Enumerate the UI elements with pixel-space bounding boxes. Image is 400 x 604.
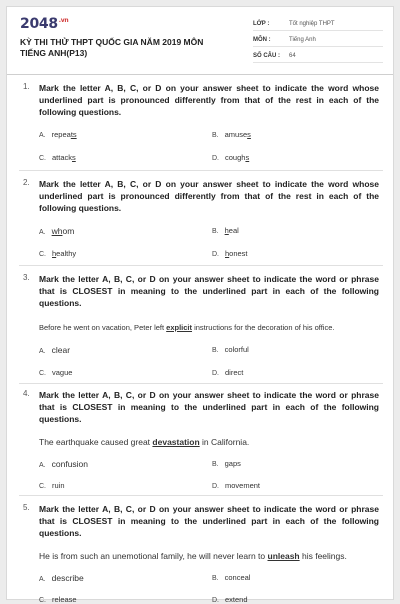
- question-prompt: Mark the letter A, B, C, or D on your answer sheet to indicate the word or phrase that is CLOSEST in meaning to the underlined part in each of the following questions.: [39, 274, 379, 308]
- option-b[interactable]: B. amuses: [212, 130, 251, 139]
- meta-class-value: Tốt nghiệp THPT: [289, 21, 335, 27]
- meta-count-value: 64: [289, 53, 296, 59]
- meta-subject-value: Tiếng Anh: [289, 37, 316, 43]
- exam-header: [7, 7, 393, 75]
- question-number: 3.: [23, 273, 30, 282]
- option-d[interactable]: D. extend: [212, 595, 248, 604]
- option-d[interactable]: D. honest: [212, 249, 248, 258]
- divider: [19, 170, 383, 171]
- option-d[interactable]: D. movement: [212, 481, 261, 490]
- site-logo[interactable]: [20, 16, 68, 32]
- question-sentence: The earthquake caused great devastation in California.: [39, 437, 250, 447]
- question-prompt: Mark the letter A, B, C, or D on your answer sheet to indicate the word whose underlined part is pronounced differently from that of the rest in each of the following questions.: [39, 179, 379, 213]
- option-a[interactable]: A. repeats: [39, 130, 77, 139]
- question-prompt: Mark the letter A, B, C, or D on your answer sheet to indicate the word or phrase that is CLOSEST in meaning to the underlined part in each of the following questions.: [39, 504, 379, 538]
- option-b[interactable]: B. gaps: [212, 459, 241, 468]
- option-b[interactable]: B. conceal: [212, 573, 251, 582]
- option-d[interactable]: D. coughs: [212, 153, 250, 162]
- divider: [19, 495, 383, 496]
- question-sentence: Before he went on vacation, Peter left explicit instructions for the decoration of his office.: [39, 323, 335, 332]
- question-number: 4.: [23, 389, 30, 398]
- meta-class-label: LỚP :: [253, 21, 270, 27]
- question-prompt: Mark the letter A, B, C, or D on your answer sheet to indicate the word whose underlined part is pronounced differently from that of the rest in each of the following questions.: [39, 83, 379, 117]
- question-number: 1.: [23, 82, 30, 91]
- option-a[interactable]: A. whom: [39, 226, 75, 236]
- option-c[interactable]: C. ruin: [39, 481, 65, 490]
- option-c[interactable]: C. vague: [39, 368, 73, 377]
- divider: [19, 383, 383, 384]
- option-b[interactable]: B. heal: [212, 226, 239, 235]
- option-c[interactable]: C. attacks: [39, 153, 76, 162]
- question-sentence: He is from such an unemotional family, he will never learn to unleash his feelings.: [39, 551, 347, 561]
- meta-subject-label: MÔN :: [253, 37, 271, 43]
- option-c[interactable]: C. release: [39, 595, 77, 604]
- exam-sheet: [6, 6, 394, 604]
- meta-count-label: SỐ CÂU :: [253, 53, 280, 59]
- meta-subject: [253, 35, 383, 47]
- option-c[interactable]: C. healthy: [39, 249, 77, 258]
- logo-suffix: .vn: [58, 17, 69, 25]
- option-d[interactable]: D. direct: [212, 368, 244, 377]
- question-number: 5.: [23, 503, 30, 512]
- meta-class: [253, 19, 383, 31]
- exam-title: KỲ THI THỬ THPT QUỐC GIA NĂM 2019 MÔN TIẾNG ANH(P13): [20, 37, 204, 58]
- logo-text: 2048: [20, 16, 58, 32]
- divider: [19, 265, 383, 266]
- option-a[interactable]: A. confusion: [39, 459, 89, 469]
- option-b[interactable]: B. colorful: [212, 345, 249, 354]
- meta-count: [253, 51, 383, 63]
- option-a[interactable]: A. describe: [39, 573, 84, 583]
- question-prompt: Mark the letter A, B, C, or D on your answer sheet to indicate the word or phrase that is CLOSEST in meaning to the underlined part in each of the following questions.: [39, 390, 379, 424]
- question-number: 2.: [23, 178, 30, 187]
- option-a[interactable]: A. clear: [39, 345, 71, 355]
